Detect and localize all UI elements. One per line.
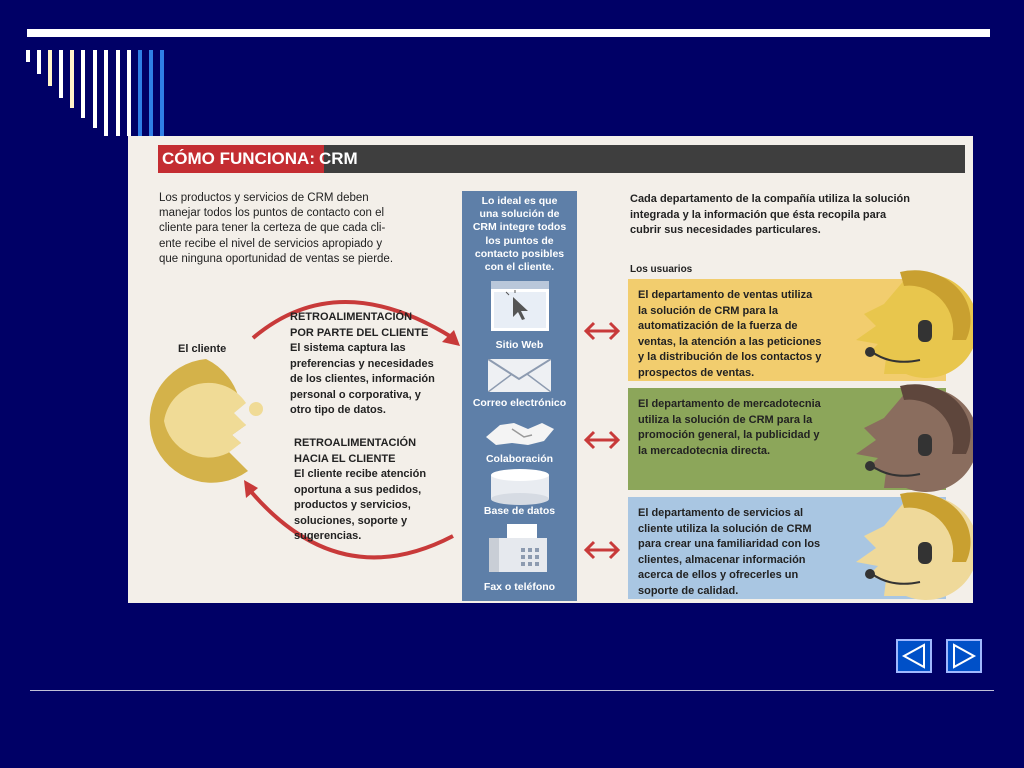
client-label: El cliente [178,343,227,355]
service-agent-head-icon [848,492,973,600]
users-label: Los usuarios [630,264,693,275]
departments-intro: Cada departamento de la compañía utiliza la solución integrada y la información que ésta recopila para cubrir sus necesidades particulares. [630,193,910,236]
double-arrow-icon [582,430,622,450]
channel-label-fax: Fax o teléfono [483,581,556,593]
intro-text: Los productos y servicios de CRM deben manejar todos los puntos de contacto con el cliente para tener la certeza de que cada cli- ente recibe el nivel de servicios apropiado y que ninguna oportunidad de ventas se pierde. [159,192,394,265]
infographic-title: CÓMO FUNCIONA: CRM [162,149,358,168]
fax-machine-icon [489,524,551,574]
channel-label-database: Base de datos [483,505,556,517]
marketing-agent-head-icon [848,384,973,492]
next-slide-button[interactable] [946,639,982,673]
browser-window-icon [491,281,549,331]
triangle-left-icon [898,641,930,671]
double-arrow-icon [582,321,622,341]
top-rule [27,29,990,37]
double-arrow-icon [582,540,622,560]
department-sales: El departamento de ventas utiliza la solución de CRM para la automatización de la fuerza de ventas, la atención a las peticiones y la distribución de los contactos y prospectos de ventas. [628,279,946,381]
crm-infographic [128,136,973,603]
infographic-title-bar [158,145,965,173]
department-marketing: El departamento de mercadotecnia utiliza la solución de CRM para la promoción general, la publicidad y la mercadotecnia directa. [628,388,946,490]
channel-label-collaboration: Colaboración [485,453,554,465]
bottom-rule [30,690,994,691]
handshake-icon [484,415,556,449]
feedback-from-client: RETROALIMENTACIÓN POR PARTE DEL CLIENTE El sistema captura las preferencias y necesidades de los clientes, información personal o corporativa, y otro tipo de datos. [290,311,435,416]
channels-column [462,191,577,601]
previous-slide-button[interactable] [896,639,932,673]
sales-agent-head-icon [848,270,973,378]
channel-label-web: Sitio Web [495,339,544,351]
feedback-to-client: RETROALIMENTACIÓN HACIA EL CLIENTE El cliente recibe atención oportuna a sus pedidos, productos y servicios, soluciones, soporte y sugerencias. [294,437,427,542]
department-service: El departamento de servicios al cliente utiliza la solución de CRM para crear una familiaridad con los clientes, almacenar información acerca de ellos y ofrecerles un soporte de calidad. [628,497,946,599]
channel-label-email: Correo electrónico [472,397,567,409]
envelope-icon [488,359,551,392]
channels-intro: Lo ideal es que una solución de CRM integre todos los puntos de contacto posibles con el cliente. [472,195,567,274]
database-cylinder-icon [491,469,549,505]
triangle-right-icon [948,641,980,671]
